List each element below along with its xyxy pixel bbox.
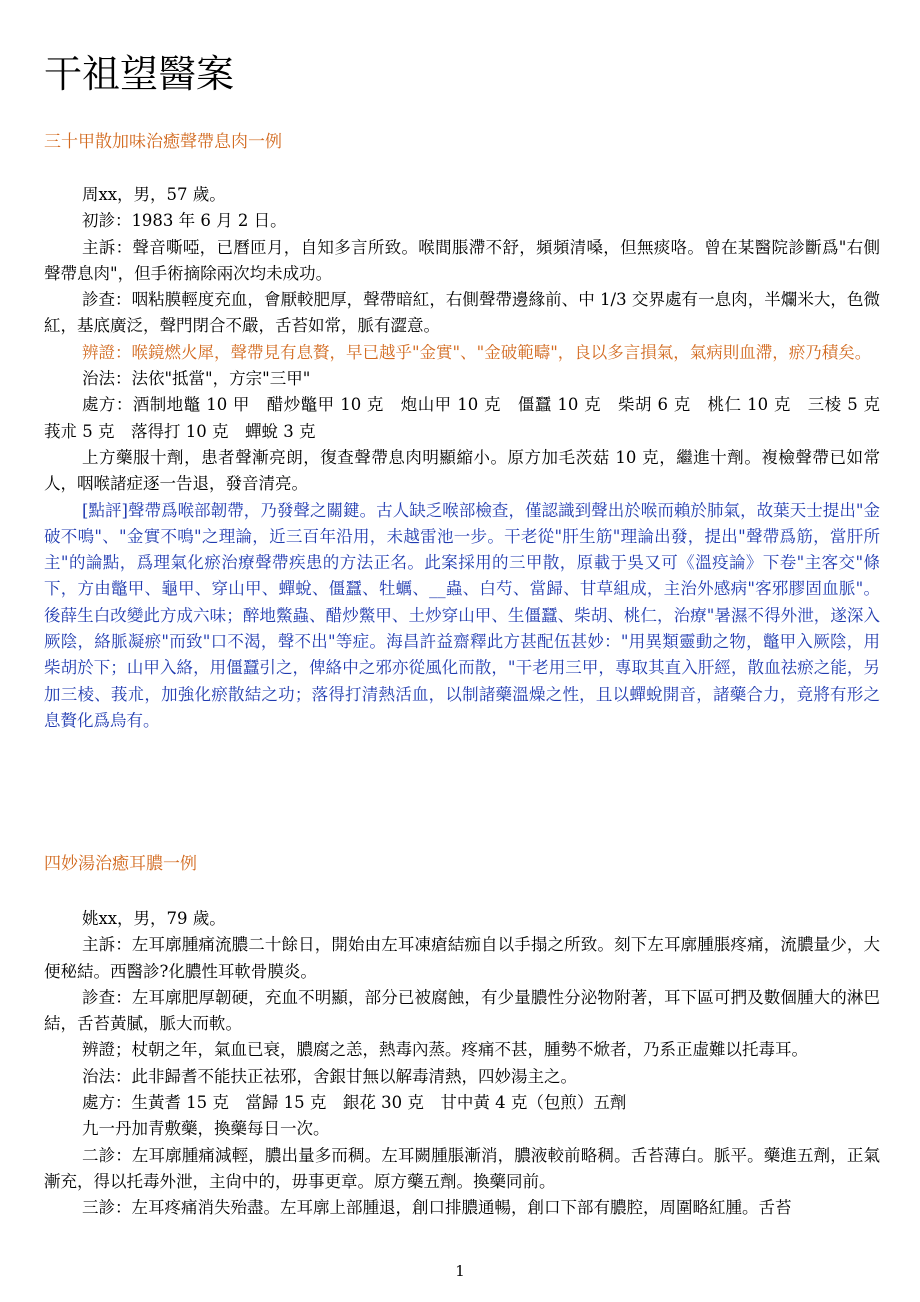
follow-up: 上方藥服十劑，患者聲漸亮朗，復查聲帶息肉明顯縮小。原方加毛茨菇 10 克，繼進十劑。複檢聲帶已如常人，咽喉諸症逐一告退，發音清亮。 — [44, 447, 880, 494]
external-treatment: 九一丹加青敷藥，換藥每日一次。 — [81, 1119, 330, 1139]
document-title: 干祖望醫案 — [44, 52, 235, 96]
commentary: [點評]聲帶爲喉部韌帶，乃發聲之關鍵。古人缺乏喉部檢查，僅認識到聲出於喉而賴於肺氣，故葉天士提出"金破不鳴"、"金實不鳴"之理論，近三百年沿用，未越雷池一步。干老從"肝生筋"理論出發，提出"聲帶爲筋，當肝所主"的論點，爲理氣化瘀治療聲帶疾患的方法正名。此案採用的三甲散，原載于吳又可《溫疫論》下卷"主客交"條下，方由鼈甲、龜甲、穿山甲、蟬蛻、僵蠶、牡蠣、__蟲、白芍、當歸、甘草組成，主治外感病"客邪膠固血脈"。後薛生白改變此方成六味；醉地鱉蟲、醋炒鱉甲、土炒穿山甲、生僵蠶、柴胡、桃仁，治療"暑濕不得外泄，遂深入厥陰，絡脈凝瘀"而致"口不渴，聲不出"等症。海昌許益齋釋此方甚配伍甚妙："用異類靈動之物，鼈甲入厥陰，用柴胡於下；山甲入絡，用僵蠶引之，俾絡中之邪亦從風化而散，"干老用三甲，專取其直入肝經，散血祛瘀之能，另加三棱、莪朮，加強化瘀散結之功；落得打清熱活血，以制諸藥溫燥之性，且以蟬蛻開音，諸藥合力，竟將有形之息贅化爲烏有。 — [44, 500, 880, 730]
second-visit: 二診：左耳廓腫痛減輕，膿出量多而稠。左耳闕腫脹漸消，膿液較前略稠。舌苔薄白。脈平。藥進五劑，正氣漸充，得以托毒外泄，主尙中的，毋事更章。原方藥五劑。換藥同前。 — [44, 1145, 880, 1191]
case1-body — [44, 182, 897, 734]
examination: 診查：咽粘膜輕度充血，會厭較肥厚，聲帶暗紅，右側聲帶邊緣前、中 1/3 交界處有一息肉，半爛米大，色微紅，基底廣泛，聲門閉合不嚴，舌苔如常，脈有澀意。 — [44, 290, 880, 336]
chief-complaint: 主訴：左耳廓腫痛流膿二十餘日，開始由左耳凍瘡結痂自以手搨之所致。刻下左耳廓腫脹疼痛，流膿量少，大便秘結。西醫診?化膿性耳軟骨膜炎。 — [44, 935, 880, 981]
patient-info: 姚xx，男，79 歲。 — [81, 909, 226, 928]
case2-body — [44, 906, 880, 1222]
prescription: 處方：酒制地鼈 10 甲 醋炒鼈甲 10 克 炮山甲 10 克 僵蠶 10 克 柴胡 6 克 桃仁 10 克 三棱 5 克 莪朮 5 克 落得打 10 克 蟬蛻 3 克 — [44, 395, 897, 441]
third-visit: 三診：左耳疼痛消失殆盡。左耳廓上部腫退，創口排膿通暢，創口下部有膿腔，周圍略紅腫。舌苔 — [81, 1198, 792, 1218]
treatment-method: 治法：法依"抵當"，方宗"三甲" — [81, 369, 311, 389]
chief-complaint: 主訴：聲音嘶啞，已曆匝月，自知多言所致。喉間脹滯不舒，頻頻清嗓，但無痰咯。曾在某醫院診斷爲"右側聲帶息肉"，但手術摘除兩次均未成功。 — [44, 237, 880, 283]
case1-heading: 三十甲散加味治癒聲帶息肉一例 — [44, 132, 282, 152]
differentiation: 辨證：喉鏡燃火犀，聲帶見有息贅，早已越乎"金實"、"金破範疇"，良以多言損氣，氣病則血滯，瘀乃積矣。 — [81, 342, 872, 362]
prescription: 處方：生黃耆 15 克 當歸 15 克 銀花 30 克 甘中黃 4 克（包煎）五劑 — [81, 1093, 627, 1113]
page-number: 1 — [455, 1262, 465, 1280]
patient-info: 周xx，男，57 歲。 — [81, 185, 226, 204]
differentiation: 辨證；杖朝之年，氣血已衰，膿腐之恙，熱毒內蒸。疼痛不甚，腫勢不焮者，乃系正虛難以托毒耳。 — [81, 1040, 808, 1060]
case2-heading: 四妙湯治癒耳膿一例 — [44, 854, 197, 874]
treatment-method: 治法：此非歸耆不能扶正祛邪，舍銀甘無以解毒清熱，四妙湯主之。 — [81, 1066, 577, 1086]
first-visit-date: 初診：1983 年 6 月 2 日。 — [81, 211, 287, 231]
examination: 診查：左耳廓肥厚韌硬，充血不明顯，部分已被腐蝕，有少量膿性分泌物附著，耳下區可捫及數個腫大的淋巴結，舌苔黃膩，脈大而軟。 — [44, 987, 880, 1034]
